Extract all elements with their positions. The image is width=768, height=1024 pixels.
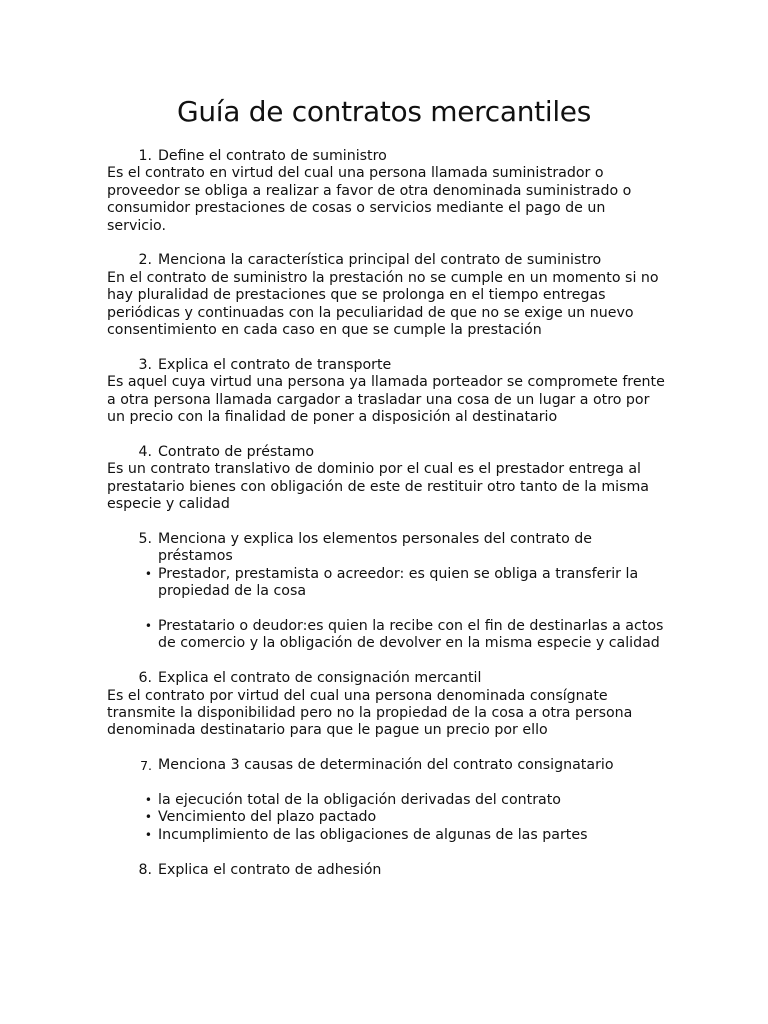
question-number: 8. <box>138 861 152 878</box>
spacer <box>107 844 667 861</box>
question-text: Contrato de préstamo <box>158 443 315 460</box>
question-number: 3. <box>138 356 152 373</box>
spacer <box>107 653 667 670</box>
answer-6: Es el contrato por virtud del cual una persona denominada consígnate transmite la disponibilidad pero no la propiedad de la cosa a otra persona denominada destinatario para que le pague un precio por ello <box>107 687 633 739</box>
spacer <box>107 235 667 252</box>
question-text: Menciona y explica los elementos personales del contrato de préstamos <box>158 530 592 565</box>
bullet-item <box>107 809 667 826</box>
bullet-icon: • <box>144 566 152 581</box>
question-1 <box>107 148 667 165</box>
bullet-icon: • <box>144 810 152 825</box>
question-text: Explica el contrato de adhesión <box>158 861 382 878</box>
question-number: 5. <box>138 530 152 547</box>
bullet-icon: • <box>144 618 152 633</box>
spacer <box>107 601 667 618</box>
question-text: Menciona la característica principal del contrato de suministro <box>158 252 602 269</box>
question-7 <box>107 757 667 774</box>
spacer <box>107 740 667 757</box>
question-number: 2. <box>138 252 152 269</box>
answer-4: Es un contrato translativo de dominio por el cual es el prestador entrega al prestatario bienes con obligación de este de restituir otro tanto de la misma especie y calidad <box>107 461 650 513</box>
bullet-item <box>107 827 667 844</box>
question-number: 6. <box>138 670 152 687</box>
bullet-text: Prestatario o deudor:es quien la recibe con el fin de destinarlas a actos de comercio y la obligación de devolver en la misma especie y calidad <box>158 617 664 652</box>
spacer <box>107 339 667 356</box>
answer-3: Es aquel cuya virtud una persona ya llamada porteador se compromete frente a otra persona llamada cargador a trasladar una cosa de un lugar a otro por un precio con la finalidad de poner a disposición al destinatario <box>107 374 665 426</box>
question-2 <box>107 252 667 269</box>
bullet-item <box>107 792 667 809</box>
spacer <box>107 513 667 530</box>
bullet-item <box>107 618 667 653</box>
document-body <box>107 148 667 879</box>
question-3 <box>107 357 667 374</box>
question-number: 1. <box>138 148 152 164</box>
bullet-icon: • <box>144 827 152 842</box>
question-text: Menciona 3 causas de determinación del contrato consignatario <box>158 757 614 774</box>
question-text: Explica el contrato de consignación mercantil <box>158 670 482 687</box>
bullet-text: Incumplimiento de las obligaciones de algunas de las partes <box>158 826 588 843</box>
question-5 <box>107 531 667 566</box>
answer-2: En el contrato de suministro la prestación no se cumple en un momento si no hay pluralidad de prestaciones que se prolonga en el tiempo entregas periódicas y continuadas con la peculiaridad de que no se exige un nuevo consentimiento en cada caso en que se cumple la prestación <box>107 269 659 339</box>
question-8 <box>107 862 667 879</box>
question-6 <box>107 670 667 687</box>
question-4 <box>107 444 667 461</box>
bullet-text: Vencimiento del plazo pactado <box>158 809 377 826</box>
spacer <box>107 426 667 443</box>
question-text: Define el contrato de suministro <box>158 148 387 164</box>
question-number: 4. <box>138 443 152 460</box>
question-number: 7. <box>140 758 152 774</box>
answer-1: Es el contrato en virtud del cual una persona llamada suministrador o proveedor se obliga a realizar a favor de otra denominada suministrado o consumidor prestaciones de cosas o servicios mediante el pago de un servicio. <box>107 165 632 234</box>
bullet-item <box>107 566 667 601</box>
bullet-icon: • <box>144 792 152 807</box>
bullet-text: la ejecución total de la obligación derivadas del contrato <box>158 791 561 808</box>
question-text: Explica el contrato de transporte <box>158 356 392 373</box>
bullet-text: Prestador, prestamista o acreedor: es quien se obliga a transferir la propiedad de la cosa <box>158 565 639 600</box>
spacer <box>107 775 667 792</box>
document-title: Guía de contratos mercantiles <box>176 95 592 128</box>
